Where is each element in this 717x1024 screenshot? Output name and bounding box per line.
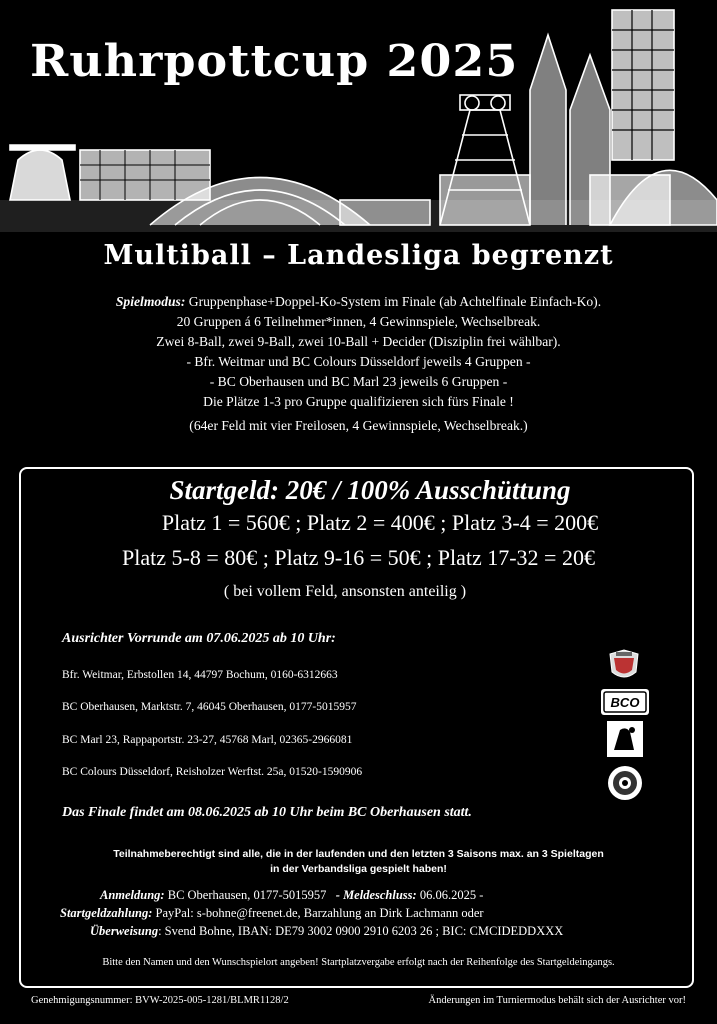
rules-note: (64er Feld mit vier Freilosen, 4 Gewinnspiele, Wechselbreak.): [189, 418, 528, 433]
registration-line-1: [60, 886, 563, 904]
venue-oberhausen: BC Oberhausen, Marktstr. 7, 46045 Oberhausen, 0177-5015957: [62, 701, 357, 713]
rules-line-4: - Bfr. Weitmar und BC Colours Düsseldorf jeweils 4 Gruppen -: [186, 354, 531, 369]
poster-subtitle: Multiball – Landesliga begrenzt: [103, 240, 614, 271]
venue-weitmar: Bfr. Weitmar, Erbstollen 14, 44797 Bochum, 0160-6312663: [62, 669, 338, 681]
colours-logo-icon: [606, 764, 644, 802]
eligibility-line-1: Teilnahmeberechtigt sind alle, die in der laufenden und den letzten 3 Saisons max. an 3 Spieltagen: [113, 848, 604, 860]
rules-section: [10, 292, 707, 436]
ueberweisung-label: Überweisung: [90, 924, 159, 938]
registration-line-3: [60, 922, 563, 940]
names-note: Bitte den Namen und den Wunschspielort angeben! Startplatzvergabe erfolgt nach der Reihenfolge des Startgeldeingangs.: [102, 957, 615, 968]
rules-line-1-text: Gruppenphase+Doppel-Ko-System im Finale (ab Achtelfinale Einfach-Ko).: [185, 294, 602, 309]
eligibility-note: [0, 847, 717, 877]
fee-title: Startgeld: 20€ / 100% Ausschüttung: [169, 475, 571, 505]
bco-logo-icon: [600, 688, 650, 716]
prizes-line-2: Platz 5-8 = 80€ ; Platz 9-16 = 50€ ; Platz 17-32 = 20€: [122, 545, 595, 570]
approval-number: Genehmigungsnummer: BVW-2025-005-1281/BLMR1128/2: [31, 995, 289, 1006]
anmeldung-value: BC Oberhausen, 0177-5015957: [164, 888, 327, 902]
registration-line-2: [60, 904, 563, 922]
changes-disclaimer: Änderungen im Turniermodus behält sich der Ausrichter vor!: [428, 995, 686, 1006]
startgeld-value: PayPal: s-bohne@freenet.de, Barzahlung an Dirk Lachmann oder: [152, 906, 484, 920]
final-info: Das Finale findet am 08.06.2025 ab 10 Uhr beim BC Oberhausen statt.: [62, 805, 472, 820]
weitmar-logo-icon: [608, 648, 640, 684]
anmeldung-label: Anmeldung:: [100, 888, 165, 902]
rules-line-5: - BC Oberhausen und BC Marl 23 jeweils 6 Gruppen -: [209, 374, 508, 389]
registration-section: [60, 886, 563, 940]
meldeschluss-label: - Meldeschluss:: [326, 888, 417, 902]
meldeschluss-value: 06.06.2025 -: [416, 888, 484, 902]
venue-marl: BC Marl 23, Rappaportstr. 23-27, 45768 Marl, 02365-2966081: [62, 734, 353, 746]
venue-duesseldorf: BC Colours Düsseldorf, Reisholzer Werftst. 25a, 01520-1590906: [62, 766, 363, 778]
prelim-heading: Ausrichter Vorrunde am 07.06.2025 ab 10 Uhr:: [62, 631, 336, 646]
rules-label: Spielmodus:: [115, 294, 186, 309]
startgeld-label: Startgeldzahlung:: [60, 906, 153, 920]
prizes-line-1: Platz 1 = 560€ ; Platz 2 = 400€ ; Platz 3-4 = 200€: [161, 510, 599, 535]
eligibility-line-2: in der Verbandsliga gespielt haben!: [270, 863, 447, 875]
marl-logo-icon: [606, 720, 644, 758]
ueberweisung-value: : Svend Bohne, IBAN: DE79 3002 0900 2910 6203 26 ; BIC: CMCIDEDDXXX: [158, 924, 564, 938]
rules-line-1: [10, 292, 707, 312]
rules-line-6: Die Plätze 1-3 pro Gruppe qualifizieren sich fürs Finale !: [203, 394, 514, 409]
prizes-note: ( bei vollem Feld, ansonsten anteilig ): [223, 583, 467, 600]
rules-line-2: 20 Gruppen á 6 Teilnehmer*innen, 4 Gewinnspiele, Wechselbreak.: [176, 314, 541, 329]
bco-logo-text: BCO: [610, 695, 640, 710]
poster-title: Ruhrpottcup 2025: [30, 35, 519, 87]
rules-line-3: Zwei 8-Ball, zwei 9-Ball, zwei 10-Ball + Decider (Disziplin frei wählbar).: [156, 334, 561, 349]
